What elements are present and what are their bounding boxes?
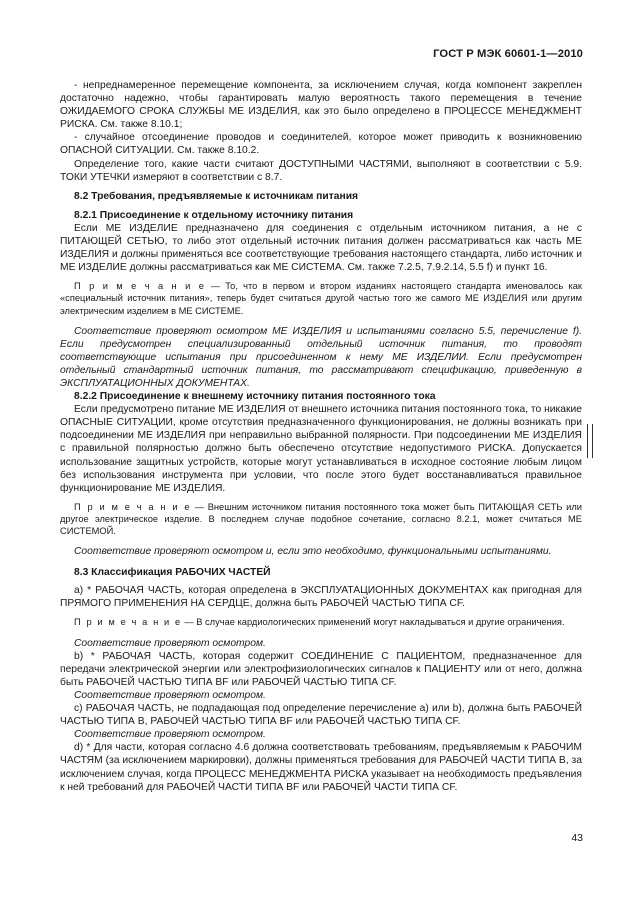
paragraph-text: Если предусмотрено питание МЕ ИЗДЕЛИЯ от внешнего источника питания постоянного тока, то никакие ОПАСНЫЕ СИТУАЦИИ, кроме отсутствия предназначенного функционирования, не должны возникать при подсоединении МЕ ИЗДЕЛИЯ при неправильно выбранной полярности. При подсоединении МЕ ИЗДЕЛИЯ с правильной полярностью должно быть обеспечено отсутствие недопустимого РИСКА. Допускается использование защитных устройств, которые могут устанавливаться в исходное состояние любым лицом без использования инструмента при условии, что после этого будет восстанавливаться правильное функционирование МЕ ИЗДЕЛИЯ.: [60, 404, 582, 494]
paragraph-text: — То, что в первом и втором изданиях настоящего стандарта именовалось как «специальный источник питания», теперь будет считаться другой частью того же самого МЕ ИЗДЕЛИЯ или другим электрическим изделием в МЕ СИСТЕМЕ.: [60, 281, 582, 316]
section-heading: [60, 190, 582, 203]
paragraph: [60, 131, 582, 157]
paragraph-text: 8.3 Классификация РАБОЧИХ ЧАСТЕЙ: [74, 567, 271, 579]
page-number: 43: [571, 832, 583, 844]
paragraph: [60, 584, 582, 610]
page-body: [60, 79, 582, 794]
paragraph-text: Соответствие проверяют осмотром и, если это необходимо, функциональными испытаниями.: [74, 546, 552, 558]
paragraph-text: Соответствие проверяют осмотром.: [74, 729, 266, 741]
compliance-paragraph: [60, 637, 582, 650]
paragraph-text: b) * РАБОЧАЯ ЧАСТЬ, которая содержит СОЕДИНЕНИЕ С ПАЦИЕНТОМ, предназначенное для передачи электрической энергии или электрофизиологических сигналов к ПАЦИЕНТУ или от него, должна быть РАБОЧЕЙ ЧАСТЬЮ ТИПА BF или РАБОЧЕЙ ЧАСТЬЮ ТИПА CF.: [60, 650, 582, 688]
paragraph-text: c) РАБОЧАЯ ЧАСТЬ, не подпадающая под определение перечисление a) или b), должна быть РАБОЧЕЙ ЧАСТЬЮ ТИПА В, РАБОЧЕЙ ЧАСТЬЮ ТИПА BF или РАБОЧЕЙ ЧАСТЬЮ ТИПА CF.: [60, 703, 582, 728]
paragraph: [60, 650, 582, 689]
paragraph-text: - непреднамеренное перемещение компонента, за исключением случая, когда компонент закреплен достаточно надежно, чтобы гарантировать малую вероятность такого перемещения в течение ОЖИДАЕМОГО СРОКА СЛУЖБЫ МЕ ИЗДЕЛИЯ, как это было определено в ПРОЦЕССЕ МЕНЕДЖМЕНТ РИСКА. См. также 8.10.1;: [60, 80, 582, 131]
paragraph: [60, 158, 582, 184]
note-label: П р и м е ч а н и е: [74, 617, 182, 628]
compliance-paragraph: [60, 325, 582, 390]
compliance-paragraph: [60, 545, 582, 558]
paragraph: [60, 741, 582, 793]
paragraph-text: 8.2 Требования, предъявляемые к источникам питания: [74, 190, 359, 202]
paragraph: [60, 403, 582, 495]
section-heading: [60, 209, 582, 222]
paragraph-text: Соответствие проверяют осмотром.: [74, 689, 266, 701]
document-header: ГОСТ Р МЭК 60601-1—2010: [433, 48, 583, 60]
paragraph-text: a) * РАБОЧАЯ ЧАСТЬ, которая определена в ЭКСПЛУАТАЦИОННЫХ ДОКУМЕНТАХ как пригодная для ПРЯМОГО ПРИМЕНЕНИЯ НА СЕРДЦЕ, должна быть РАБОЧЕЙ ЧАСТЬЮ ТИПА CF.: [60, 585, 582, 610]
paragraph-text: Определение того, какие части считают ДОСТУПНЫМИ ЧАСТЯМИ, выполняют в соответствии с 5.9. ТОКИ УТЕЧКИ измеряют в соответствии с 8.7.: [60, 158, 582, 183]
revision-marker: [587, 424, 593, 458]
paragraph-text: Соответствие проверяют осмотром МЕ ИЗДЕЛИЯ и испытаниями согласно 5.5, перечисление f). Если предусмотрен специализированный отдельный источник питания, то проводят соответствующие испытания при присоединенном к нему МЕ ИЗДЕЛИИ. Если предусмотрен отдельный стандартный источник питания, то рассматривают спецификацию, приведенную в ЭКСПЛУАТАЦИОННЫХ ДОКУМЕНТАХ.: [60, 325, 582, 389]
note-paragraph: [60, 501, 582, 537]
paragraph-text: — Внешним источником питания постоянного тока может быть ПИТАЮЩАЯ СЕТЬ или другое электрическое изделие. В последнем случае подобное сочетание, согласно 8.2.1, может считаться МЕ СИСТЕМОЙ.: [60, 501, 582, 536]
compliance-paragraph: [60, 728, 582, 741]
paragraph-text: - случайное отсоединение проводов и соединителей, которое может приводить к возникновению ОПАСНОЙ СИТУАЦИИ. См. также 8.10.2.: [60, 132, 582, 157]
note-label: П р и м е ч а н и е: [74, 501, 192, 512]
compliance-paragraph: [60, 689, 582, 702]
paragraph: [60, 222, 582, 274]
paragraph-text: d) * Для части, которая согласно 4.6 должна соответствовать требованиям, предъявляемым к РАБОЧИМ ЧАСТЯМ (за исключением маркировки), должны применяться требования для РАБОЧЕЙ ЧАСТИ ТИПА В, за исключением случая, когда ПРОЦЕСС МЕНЕДЖМЕНТА РИСКА указывает на необходимость предъявления к ней требований для РАБОЧЕЙ ЧАСТИ ТИПА BF или РАБОЧЕЙ ЧАСТИ ТИПА CF.: [60, 742, 582, 793]
paragraph-text: Соответствие проверяют осмотром.: [74, 637, 266, 649]
paragraph-text: Если МЕ ИЗДЕЛИЕ предназначено для соединения с отдельным источником питания, а не с ПИТАЮЩЕЙ СЕТЬЮ, то либо этот отдельный источник питания должен рассматриваться как часть МЕ ИЗДЕЛИЯ и должны применяться все соответствующие требования настоящего стандарта, либо источник и МЕ ИЗДЕЛИЕ должны рассматриваться как МЕ СИСТЕМА. См. также 7.2.5, 7.9.2.14, 5.5 f) и пункт 16.: [60, 222, 582, 274]
note-paragraph: [60, 280, 582, 316]
paragraph-text: — В случае кардиологических применений могут накладываться и другие ограничения.: [181, 617, 565, 628]
paragraph: [60, 79, 582, 131]
paragraph-text: 8.2.1 Присоединение к отдельному источнику питания: [74, 209, 354, 221]
note-label: П р и м е ч а н и е: [74, 281, 206, 292]
paragraph: [60, 702, 582, 728]
paragraph-text: 8.2.2 Присоединение к внешнему источнику питания постоянного тока: [74, 391, 436, 403]
section-heading: [60, 390, 582, 403]
section-heading: [60, 566, 582, 579]
note-paragraph: [60, 616, 582, 628]
